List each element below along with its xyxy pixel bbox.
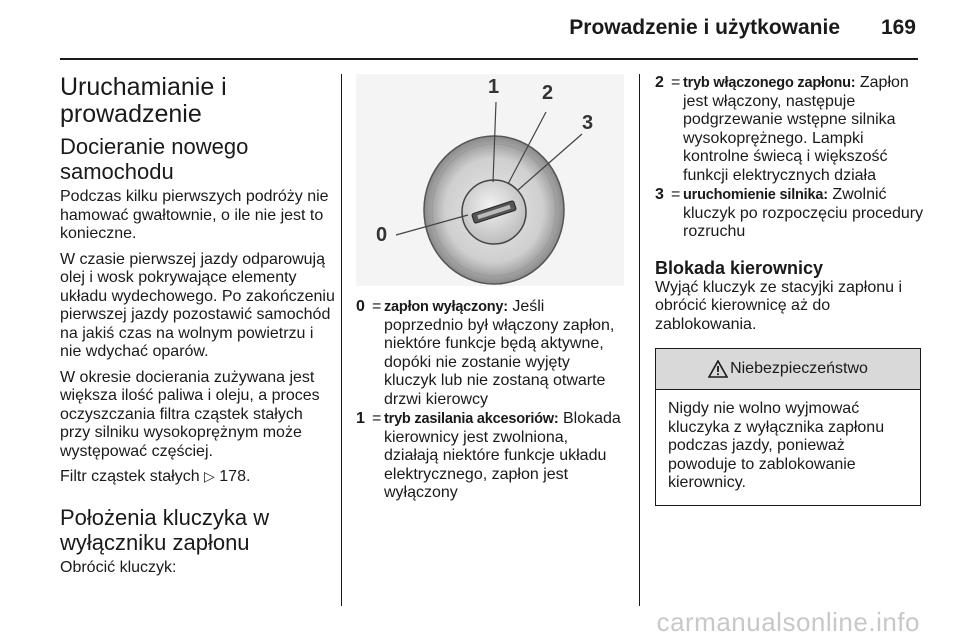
watermark: carmanualsonline.info — [656, 607, 920, 637]
figure-label-2: 2 — [542, 82, 554, 104]
warning-body: Nigdy nie wolno wyjmować kluczyka z wyłącznika zapłonu podczas jazdy, ponieważ powoduje to zablokowanie kierownicy. — [668, 400, 885, 491]
arrow-reference-icon: ▷ — [204, 469, 215, 485]
warning-header — [656, 349, 920, 390]
definition-equals: = — [671, 74, 681, 91]
definition-item — [356, 410, 624, 503]
paragraph: Obrócić kluczyk: — [60, 558, 177, 576]
paragraph: W okresie docierania zużywana jest większa ilość paliwa i oleju, a proces oczyszczania filtra cząstek stałych przy silniku wysokoprężnym może występować częściej. — [60, 368, 320, 460]
definition-equals: = — [372, 410, 382, 427]
definition-text: Zwolnić kluczyk po rozpoczęciu procedury rozruchu — [683, 186, 924, 240]
column-right — [655, 74, 925, 506]
definition-equals: = — [372, 298, 382, 315]
figure-label-0: 0 — [376, 224, 388, 246]
definition-key: 1 — [356, 410, 365, 427]
definition-key: 2 — [655, 74, 664, 91]
ignition-switch-illustration — [356, 74, 624, 286]
figure-label-1: 1 — [488, 76, 500, 98]
definition-text: Jeśli poprzednio był włączony zapłon, niektóre funkcje będą aktywne, dopóki nie zostanie wyjęty kluczyk lub nie zostaną otwarte drzwi kierowcy — [384, 298, 615, 408]
subheading-break-in: Docieranie nowego samochodu — [60, 134, 249, 184]
warning-box — [655, 348, 921, 506]
definition-text: Blokada kierownicy jest zwolniona, działają niektóre funkcje układu elektrycznego, zapłon jest wyłączony — [384, 410, 621, 501]
paragraph: Wyjąć kluczyk ze stacyjki zapłonu i obrócić kierownicę aż do zablokowania. — [655, 278, 903, 333]
figure-label-3: 3 — [582, 112, 594, 134]
definition-equals: = — [671, 186, 681, 203]
ignition-switch-figure — [356, 74, 624, 286]
paragraph-reference — [60, 468, 336, 487]
page-reference-link[interactable]: 178. — [219, 468, 251, 485]
column-left — [60, 74, 336, 584]
definition-text: Zapłon jest włączony, następuje podgrzewanie wstępne silnika wysokoprężnego. Lampki kontrolne świecą i większość funkcji elektrycznych działa — [683, 74, 909, 184]
header-divider — [60, 58, 918, 60]
page-number: 169 — [880, 16, 916, 39]
definition-item — [655, 74, 925, 185]
subheading-key-positions: Położenia kluczyka w wyłączniku zapłonu — [60, 504, 270, 555]
reference-text: Filtr cząstek stałych — [60, 468, 200, 485]
page-header — [0, 0, 960, 60]
section-heading-start-driving: Uruchamianie i prowadzenie — [60, 73, 227, 128]
paragraph: Podczas kilku pierwszych podróży nie hamować gwałtownie, o ile nie jest to konieczne. — [60, 188, 329, 242]
definition-term: tryb zasilania akcesoriów: — [384, 411, 559, 427]
column-divider-1 — [341, 74, 342, 606]
definition-term: uruchomienie silnika: — [683, 187, 828, 203]
definition-key: 3 — [655, 186, 664, 203]
column-divider-2 — [639, 74, 640, 606]
definition-item — [655, 186, 925, 242]
warning-title: Niebezpieczeństwo — [730, 359, 868, 377]
definition-item — [356, 298, 624, 409]
paragraph: W czasie pierwszej jazdy odparowują olej i wosk pokrywające elementy układu wydechowego. Po zakończeniu pierwszej jazdy pozostawić samochód na jakiś czas na wolnym powietrzu i nie wdychać oparów. — [60, 250, 335, 360]
definition-term: tryb włączonego zapłonu: — [683, 75, 856, 91]
running-title: Prowadzenie i użytkowanie — [569, 16, 840, 39]
column-middle — [356, 74, 624, 504]
definition-key: 0 — [356, 298, 365, 315]
definition-term: zapłon wyłączony: — [384, 299, 508, 315]
warning-triangle-icon — [708, 360, 728, 378]
subheading-steering-lock: Blokada kierownicy — [655, 257, 824, 278]
